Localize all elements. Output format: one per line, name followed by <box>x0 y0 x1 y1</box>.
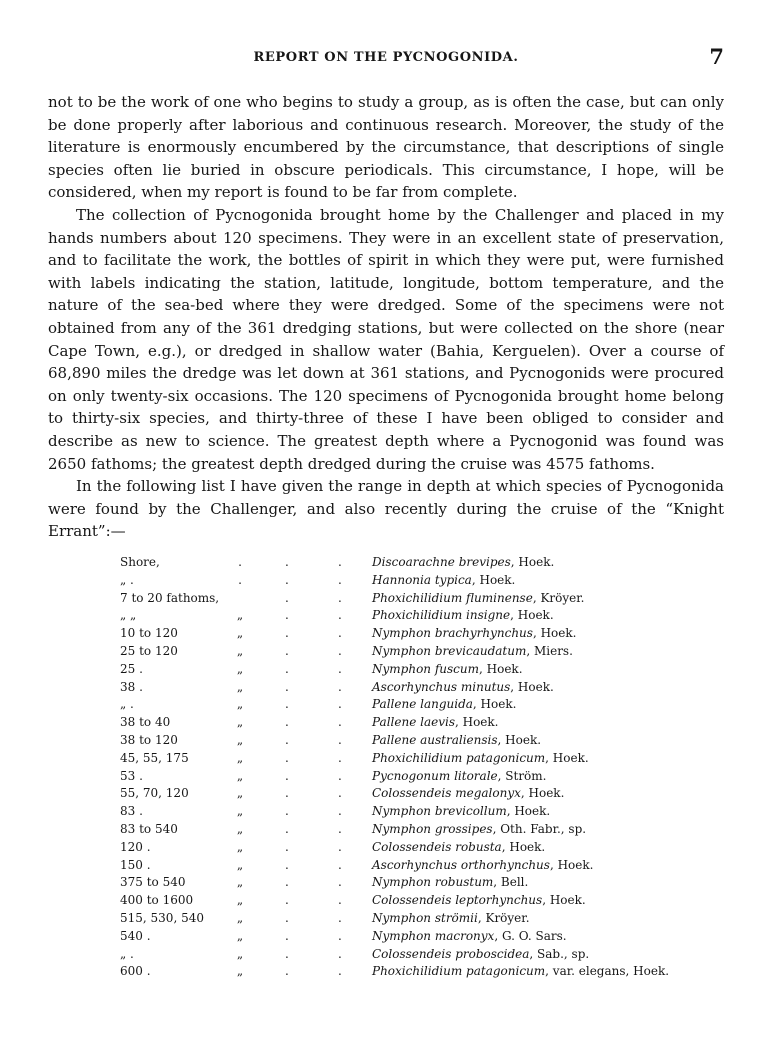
leader-dot: . <box>285 875 289 890</box>
species-author: , Ström. <box>497 768 547 783</box>
depth-value: 83 to 540 <box>120 821 178 836</box>
depth-value: 25 to 120 <box>120 643 178 658</box>
species-name: Nymphon brevicollum <box>372 804 507 819</box>
leader-dot: . <box>338 732 342 747</box>
leader-dot: . <box>338 964 342 979</box>
species-entry <box>372 733 541 747</box>
list-item <box>120 769 680 787</box>
leader-dot: . <box>285 590 289 605</box>
unit-mark: . <box>238 555 242 569</box>
species-name: Ascorhynchus orthorhynchus <box>372 857 550 872</box>
unit-mark: „ <box>236 679 244 694</box>
depth-value: 375 to 540 <box>120 875 186 890</box>
species-author: , Hoek. <box>545 750 589 765</box>
list-item <box>120 947 680 965</box>
list-item <box>120 875 680 893</box>
unit-mark: „ <box>236 643 244 658</box>
leader-dot: . <box>285 786 289 801</box>
species-entry <box>372 947 589 961</box>
species-entry <box>372 697 516 711</box>
leader-dot: . <box>338 875 342 890</box>
depth-value: 7 to 20 fathoms, <box>120 590 220 605</box>
species-author: , Hoek. <box>472 697 517 712</box>
leader-dot: . <box>338 946 342 961</box>
leader-dot: . <box>285 750 289 765</box>
species-name: Nymphon brachyrhynchus <box>372 626 533 641</box>
species-entry <box>372 626 576 640</box>
depth-value: 45, 55, 175 <box>120 750 189 765</box>
leader-dot: . <box>285 946 289 961</box>
unit-mark: „ <box>236 750 244 765</box>
species-author: , Oth. Fabr., sp. <box>492 821 587 836</box>
paragraph: The collection of Pycnogonida brought home by the Challenger and placed in my hands numbers about 120 specimens. They were in an excellent state of preservation, and to facilitate the work, the bottles of spirit in which they were put, were furnished with labels indicating the station, latitude, longitude, bottom temperature, and the nature of the sea-bed where they were dredged. Some of the specimens were not obtained from any of the 361 dredging stations, but were collected on the shore (near Cape Town, e.g.), or dredged in shallow water (Bahia, Kerguelen). Over a course of 68,890 miles the dredge was let down at 361 stations, and Pycnogonids were procured on only twenty-six occasions. The 120 specimens of Pycnogonida brought home belong to thirty-six species, and thirty-three of these I have been obliged to consider and describe as new to science. The greatest depth where a Pycnogonid was found was 2650 fathoms; the greatest depth dredged during the cruise was 4575 fathoms. <box>48 205 724 473</box>
unit-mark: „ <box>236 946 244 961</box>
species-author: , Hoek. <box>520 786 565 801</box>
unit-mark: . <box>238 572 242 587</box>
leader-dot: . <box>338 572 342 587</box>
list-item <box>120 591 680 609</box>
depth-value: 38 to 120 <box>120 732 178 747</box>
unit-mark: „ <box>236 661 244 676</box>
list-item <box>120 929 680 947</box>
list-item <box>120 911 680 929</box>
leader-dot: . <box>338 555 342 569</box>
species-author: , Miers. <box>526 643 573 658</box>
species-name: Colossendeis leptorhynchus <box>372 893 543 908</box>
list-item <box>120 964 680 982</box>
species-name: Phoxichilidium patagonicum <box>372 750 546 765</box>
depth-value: 10 to 120 <box>120 626 178 641</box>
leader-dot: . <box>285 626 289 641</box>
species-name: Colossendeis megalonyx <box>372 786 521 801</box>
list-item <box>120 555 680 573</box>
species-name: Nymphon grossipes <box>372 821 493 836</box>
unit-mark: „ <box>236 857 244 872</box>
leader-dot: . <box>285 839 289 854</box>
leader-dot: . <box>338 821 342 836</box>
depth-value: „ . <box>120 572 134 587</box>
species-name: Phoxichilidium patagonicum <box>372 964 546 979</box>
list-item <box>120 733 680 751</box>
depth-value: 38 . <box>120 679 143 694</box>
unit-mark: „ <box>236 964 244 979</box>
species-entry <box>372 822 586 836</box>
list-item <box>120 858 680 876</box>
list-item <box>120 893 680 911</box>
leader-dot: . <box>338 910 342 925</box>
species-author: , G. O. Sars. <box>494 928 567 943</box>
species-entry <box>372 751 589 765</box>
species-entry <box>372 769 546 783</box>
list-item <box>120 751 680 769</box>
list-item <box>120 822 680 840</box>
list-item <box>120 662 680 680</box>
list-item <box>120 840 680 858</box>
species-name: Nymphon robustum <box>372 875 494 890</box>
leader-dot: . <box>285 821 289 836</box>
species-entry <box>372 786 564 800</box>
species-author: , var. elegans, Hoek. <box>545 964 670 979</box>
species-entry <box>372 858 593 872</box>
species-entry <box>372 964 669 978</box>
leader-dot: . <box>285 643 289 658</box>
species-author: , Hoek. <box>510 555 555 569</box>
unit-mark: „ <box>236 768 244 783</box>
species-name: Nymphon strömii <box>372 910 478 925</box>
depth-value: 53 . <box>120 768 143 783</box>
species-entry <box>372 929 567 943</box>
list-item <box>120 715 680 733</box>
species-entry <box>372 608 554 622</box>
list-item <box>120 573 680 591</box>
leader-dot: . <box>285 964 289 979</box>
depth-value: 25 . <box>120 661 143 676</box>
species-author: , Hoek. <box>510 679 554 694</box>
list-item <box>120 786 680 804</box>
unit-mark: „ <box>236 732 244 747</box>
species-name: Pycnogonum litorale <box>372 768 498 783</box>
species-author: , Hoek. <box>506 804 551 819</box>
unit-mark: „ <box>236 910 244 925</box>
species-author: , Hoek. <box>510 608 554 623</box>
list-item <box>120 626 680 644</box>
unit-mark: „ <box>236 715 244 730</box>
species-author: , Kröyer. <box>477 910 530 925</box>
species-entry <box>372 680 554 694</box>
species-author: , Kröyer. <box>532 590 585 605</box>
leader-dot: . <box>338 679 342 694</box>
leader-dot: . <box>285 857 289 872</box>
leader-dot: . <box>338 626 342 641</box>
leader-dot: . <box>285 715 289 730</box>
leader-dot: . <box>338 786 342 801</box>
species-name: Pallene australiensis <box>372 732 498 747</box>
species-entry <box>372 573 515 587</box>
species-entry <box>372 875 528 889</box>
list-item <box>120 804 680 822</box>
unit-mark: „ <box>236 928 244 943</box>
leader-dot: . <box>285 572 289 587</box>
paragraph: not to be the work of one who begins to study a group, as is often the case, but can only be done properly after laborious and continuous research. Moreover, the study of the literature is enormously encumbered by the circumstance, that descriptions of single species often lie buried in obscure periodicals. This circumstance, I hope, will be considered, when my report is found to be far from complete. <box>48 93 724 202</box>
species-name: Phoxichilidium insigne <box>372 608 511 623</box>
species-name: Nymphon brevicaudatum <box>372 643 527 658</box>
unit-mark: „ <box>236 697 244 712</box>
species-author: , Hoek. <box>497 732 542 747</box>
leader-dot: . <box>338 839 342 854</box>
depth-value: 400 to 1600 <box>120 893 194 908</box>
running-title: REPORT ON THE PYCNOGONIDA. <box>253 50 519 65</box>
leader-dot: . <box>285 910 289 925</box>
depth-value: 600 . <box>120 964 151 979</box>
species-name: Ascorhynchus minutus <box>372 679 511 694</box>
list-item <box>120 680 680 698</box>
depth-value: „ „ <box>120 608 137 623</box>
species-name: Colossendeis proboscidea <box>372 946 530 961</box>
depth-value: 515, 530, 540 <box>120 910 204 925</box>
species-entry <box>372 662 523 676</box>
species-entry <box>372 591 584 605</box>
depth-value: Shore, <box>120 555 160 569</box>
unit-mark: „ <box>236 893 244 908</box>
species-name: Pallene languida <box>372 697 473 712</box>
leader-dot: . <box>285 768 289 783</box>
list-item <box>120 697 680 715</box>
depth-value: „ . <box>120 697 134 712</box>
leader-dot: . <box>285 679 289 694</box>
species-entry <box>372 555 554 569</box>
depth-value: 83 . <box>120 804 143 819</box>
paragraph: In the following list I have given the range in depth at which species of Pycnogonida were found by the Challenger, and also recently during the cruise of the “Knight Errant”:— <box>48 477 724 541</box>
depth-value: 38 to 40 <box>120 715 171 730</box>
unit-mark: „ <box>236 626 244 641</box>
leader-dot: . <box>285 893 289 908</box>
species-name: Discoarachne brevipes <box>372 555 511 569</box>
leader-dot: . <box>285 804 289 819</box>
species-author: , Hoek. <box>454 715 499 730</box>
depth-list <box>120 555 680 982</box>
species-author: , Hoek. <box>501 839 546 854</box>
species-entry <box>372 911 530 925</box>
depth-value: 540 . <box>120 928 151 943</box>
unit-mark: „ <box>236 608 244 623</box>
leader-dot: . <box>338 804 342 819</box>
body-text <box>48 91 724 543</box>
list-item <box>120 644 680 662</box>
leader-dot: . <box>338 643 342 658</box>
leader-dot: . <box>338 608 342 623</box>
page-number: 7 <box>709 44 724 69</box>
species-name: Pallene laevis <box>372 715 455 730</box>
species-author: , Sab., sp. <box>529 946 590 961</box>
leader-dot: . <box>285 661 289 676</box>
species-author: , Hoek. <box>532 626 577 641</box>
species-author: , Hoek. <box>479 661 523 676</box>
leader-dot: . <box>285 697 289 712</box>
leader-dot: . <box>338 715 342 730</box>
species-name: Nymphon fuscum <box>372 661 479 676</box>
leader-dot: . <box>285 928 289 943</box>
depth-value: 55, 70, 120 <box>120 786 189 801</box>
unit-mark: „ <box>236 821 244 836</box>
species-entry <box>372 893 586 907</box>
species-name: Nymphon macronyx <box>372 928 495 943</box>
species-entry <box>372 840 545 854</box>
unit-mark: „ <box>236 786 244 801</box>
list-item <box>120 608 680 626</box>
species-author: , Hoek. <box>549 857 594 872</box>
species-author: , Bell. <box>493 875 529 890</box>
unit-mark: „ <box>236 804 244 819</box>
running-header <box>48 44 724 76</box>
species-name: Hannonia typica <box>372 572 472 587</box>
leader-dot: . <box>338 590 342 605</box>
species-name: Colossendeis robusta <box>372 839 502 854</box>
leader-dot: . <box>285 555 289 569</box>
leader-dot: . <box>338 893 342 908</box>
leader-dot: . <box>285 732 289 747</box>
leader-dot: . <box>285 608 289 623</box>
leader-dot: . <box>338 768 342 783</box>
species-name: Phoxichilidium fluminense <box>372 590 533 605</box>
depth-value: 150 . <box>120 857 151 872</box>
species-author: , Hoek. <box>471 572 516 587</box>
leader-dot: . <box>338 697 342 712</box>
depth-value: 120 . <box>120 839 151 854</box>
species-entry <box>372 644 573 658</box>
unit-mark: „ <box>236 839 244 854</box>
leader-dot: . <box>338 661 342 676</box>
species-entry <box>372 715 499 729</box>
unit-mark: „ <box>236 875 244 890</box>
species-entry <box>372 804 550 818</box>
depth-value: „ . <box>120 946 134 961</box>
species-author: , Hoek. <box>542 893 586 908</box>
leader-dot: . <box>338 750 342 765</box>
leader-dot: . <box>338 857 342 872</box>
leader-dot: . <box>338 928 342 943</box>
